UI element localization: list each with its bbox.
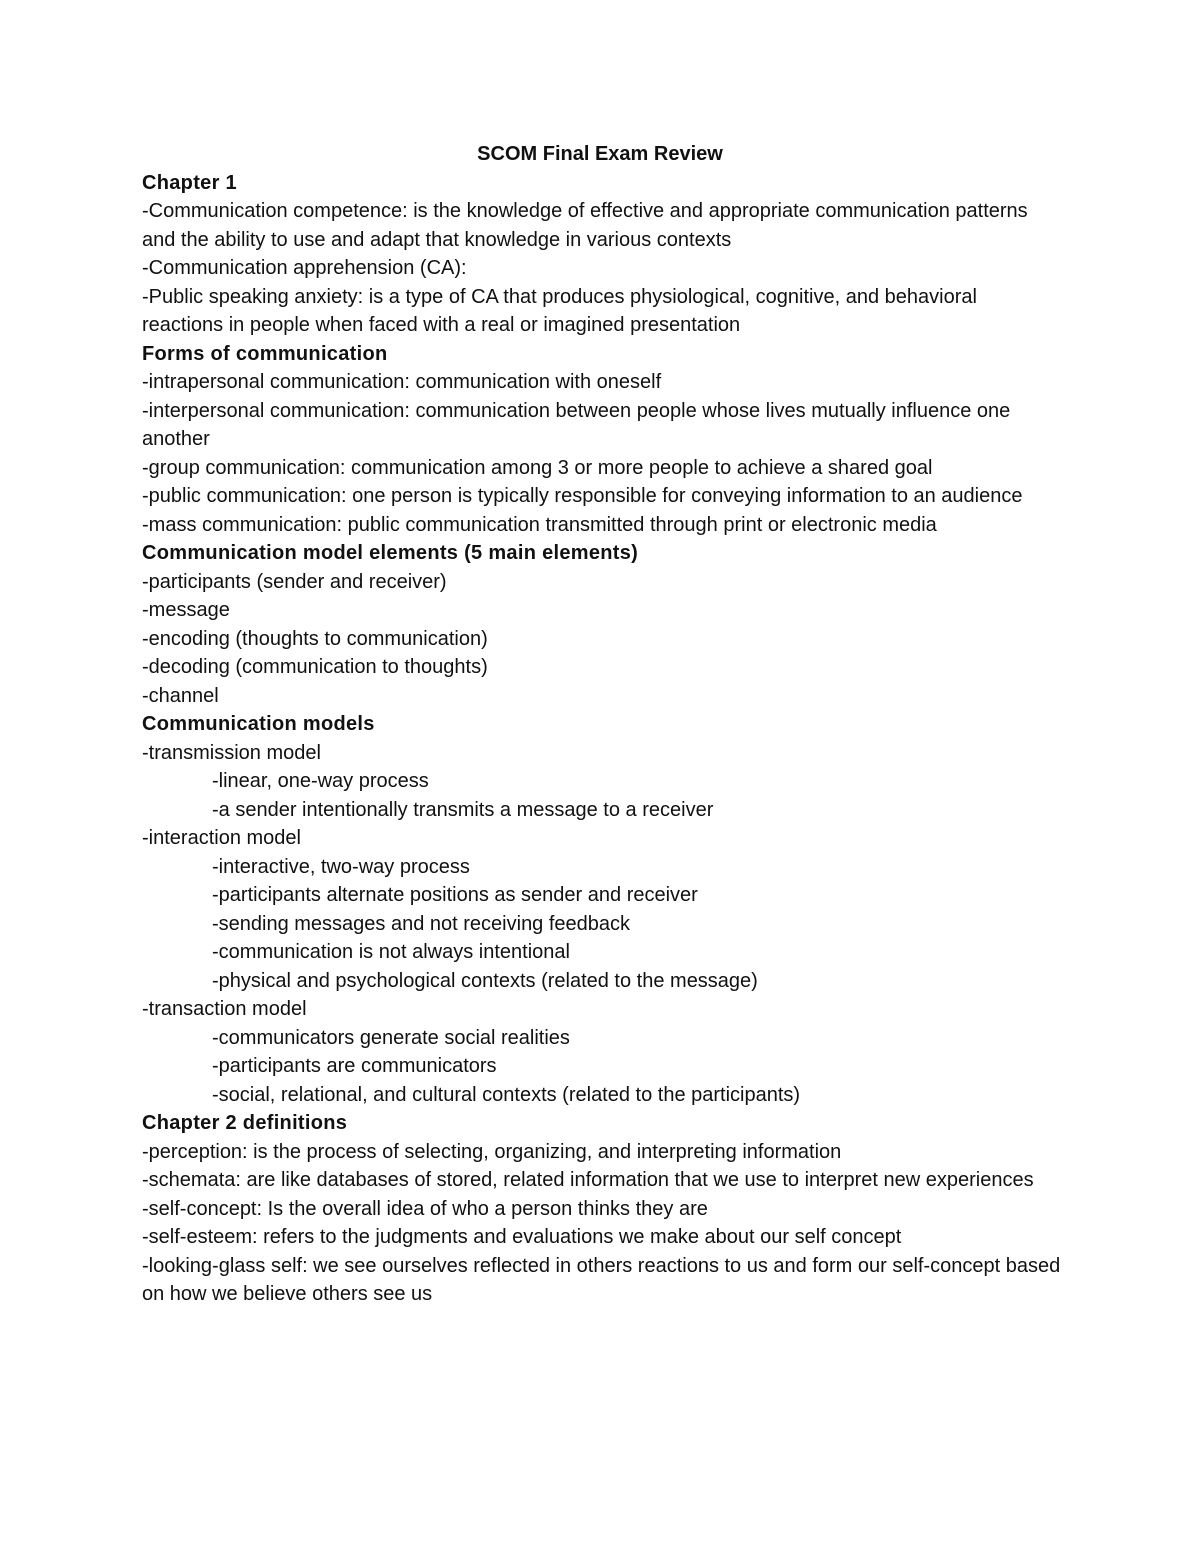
note-item: -perception: is the process of selecting, organizing, and interpreting information [142,1140,842,1163]
sub-bullet-item: -sending messages and not receiving feedback [212,912,631,935]
note-item: -transmission model [142,741,321,764]
note-item: -intrapersonal communication: communication with oneself [142,371,662,393]
sub-bullet-item: -social, relational, and cultural contexts (related to the participants) [212,1083,801,1106]
note-item: -self-esteem: refers to the judgments and evaluations we make about our self concept [142,1226,902,1248]
note-item: -mass communication: public communication transmitted through print or electronic media [142,513,937,536]
section-heading: Communication models [142,713,375,735]
sub-bullet-item: -communicators generate social realities [212,1026,570,1049]
note-item: -decoding (communication to thoughts) [142,656,488,678]
sub-bullet-item: -participants are communicators [212,1055,497,1077]
note-item: -interpersonal communication: communication between people whose lives mutually influence one another [142,399,1016,450]
note-item: -message [142,599,230,621]
note-item: -Communication competence: is the knowledge of effective and appropriate communication patterns and the ability to use and adapt that knowledge in various contexts [142,200,1034,251]
note-item: -schemata: are like databases of stored, related information that we use to interpret new experiences [142,1169,1034,1191]
note-item: -public communication: one person is typically responsible for conveying information to an audience [142,485,1023,507]
note-item: -transaction model [142,998,307,1020]
note-item: -self-concept: Is the overall idea of who a person thinks they are [142,1197,708,1220]
sub-bullet-item: -interactive, two-way process [212,855,470,878]
sub-bullet-item: -communication is not always intentional [212,941,570,963]
note-item: -looking-glass self: we see ourselves reflected in others reactions to us and form our self-concept based on how we believe others see us [142,1254,1066,1305]
document-body [142,140,1066,1309]
note-item: -Communication apprehension (CA): [142,257,467,279]
note-item: -Public speaking anxiety: is a type of CA that produces physiological, cognitive, and behavioral reactions in people when faced with a real or imagined presentation [142,285,983,336]
document-title: SCOM Final Exam Review [477,143,723,165]
section-heading: Chapter 1 [142,171,237,194]
sub-bullet-item: -physical and psychological contexts (related to the message) [212,969,758,992]
sub-bullet-item: -linear, one-way process [212,770,429,792]
note-item: -interaction model [142,827,301,849]
note-item: -group communication: communication among 3 or more people to achieve a shared goal [142,456,933,479]
note-item: -participants (sender and receiver) [142,570,447,593]
section-heading: Chapter 2 definitions [142,1112,348,1134]
note-item: -encoding (thoughts to communication) [142,627,488,650]
note-item: -channel [142,684,219,707]
section-heading: Forms of communication [142,342,388,365]
sub-bullet-item: -participants alternate positions as sender and receiver [212,884,698,906]
document-lines [142,169,1066,1309]
sub-bullet-item: -a sender intentionally transmits a message to a receiver [212,798,714,821]
section-heading: Communication model elements (5 main elements) [142,542,639,564]
